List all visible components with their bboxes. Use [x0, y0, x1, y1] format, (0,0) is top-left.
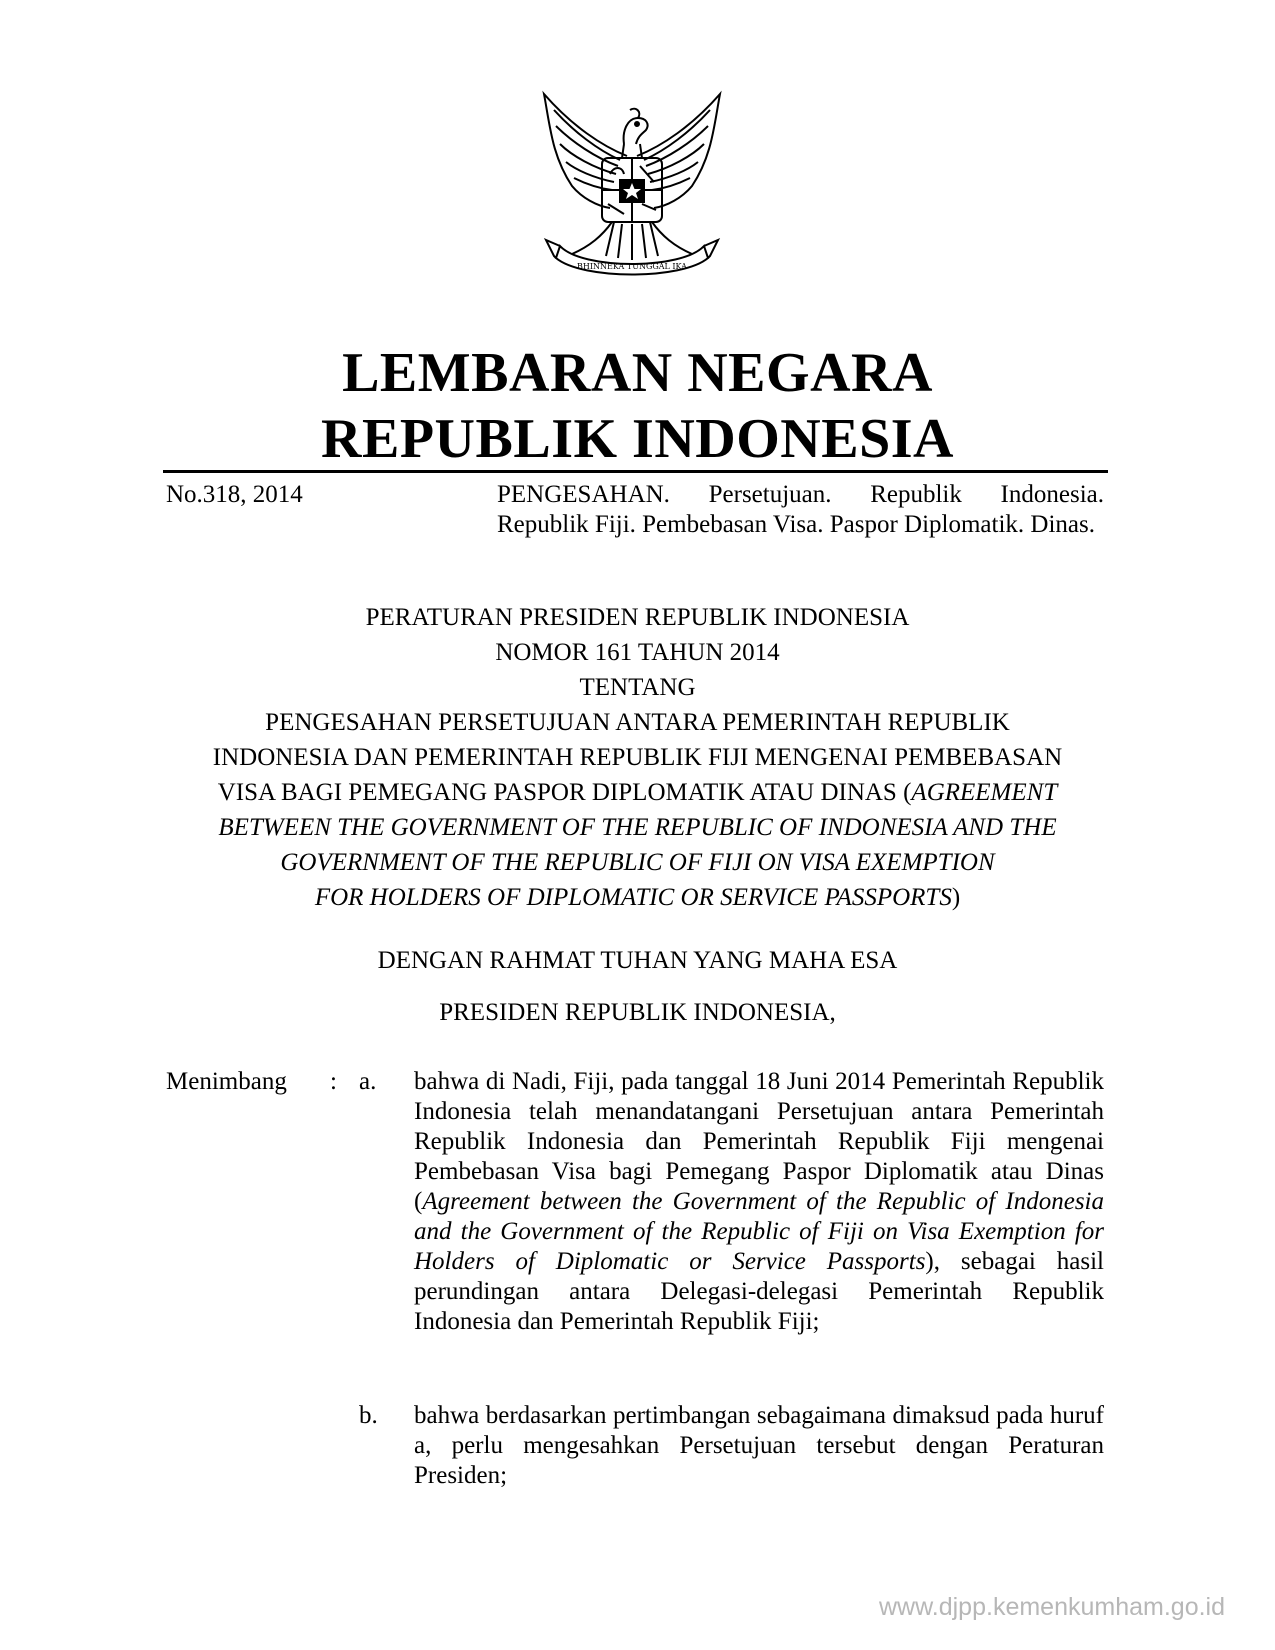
- regulation-number: NOMOR 161 TAHUN 2014: [495, 639, 780, 666]
- title-line-6-italic: FOR HOLDERS OF DIPLOMATIC OR SERVICE PASSPORTS: [314, 884, 952, 911]
- regulation-title-line-6: [150, 880, 1125, 915]
- gazette-subject: PENGESAHAN. Persetujuan. Republik Indonesia. Republik Fiji. Pembebasan Visa. Paspor Diplomatik. Dinas.: [497, 481, 1104, 538]
- opening-block: [150, 935, 1125, 1039]
- masthead-rule: [163, 470, 1108, 473]
- regulation-title-line-1: PENGESAHAN PERSETUJUAN ANTARA PEMERINTAH REPUBLIK: [265, 709, 1010, 736]
- garuda-pancasila-emblem-icon: [532, 86, 732, 286]
- regulation-title-line-3: [150, 775, 1125, 810]
- opening-invocation: DENGAN RAHMAT TUHAN YANG MAHA ESA: [377, 947, 898, 974]
- masthead-subtitle: REPUBLIK INDONESIA: [321, 408, 954, 470]
- consideration-a-text: [414, 1067, 1104, 1337]
- considerations-colon: :: [330, 1068, 337, 1095]
- svg-text:BHINNEKA TUNGGAL IKA: BHINNEKA TUNGGAL IKA: [577, 262, 687, 271]
- considerations-label: Menimbang: [166, 1068, 287, 1095]
- title-line-6-close: ): [951, 884, 961, 911]
- title-line-3-plain: VISA BAGI PEMEGANG PASPOR DIPLOMATIK ATAU DINAS (: [217, 779, 912, 806]
- consideration-a-text-italic: Agreement between the Government of the Republic of Indonesia and the Government of the Republic of Fiji on Visa Exemption for Holders of Diplomatic or Service Passports: [414, 1188, 1104, 1275]
- masthead-title: LEMBARAN NEGARA: [342, 342, 933, 404]
- consideration-a-text-after: ), sebagai hasil perundingan antara Delegasi-delegasi Pemerintah Republik Indonesia dan Pemerintah Republik Fiji;: [414, 1248, 1104, 1335]
- consideration-a-letter: a.: [359, 1068, 377, 1095]
- website-watermark: www.djpp.kemenkumham.go.id: [879, 1593, 1225, 1621]
- consideration-b-text: bahwa berdasarkan pertimbangan sebagaimana dimaksud pada huruf a, perlu mengesahkan Persetujuan tersebut dengan Peraturan Presiden;: [414, 1402, 1104, 1489]
- regulation-title-line-4: [150, 810, 1125, 845]
- title-line-3-italic: AGREEMENT: [911, 779, 1058, 806]
- regulation-title-line-2: INDONESIA DAN PEMERINTAH REPUBLIK FIJI MENGENAI PEMBEBASAN: [212, 744, 1063, 771]
- gazette-number: No.318, 2014: [166, 481, 303, 508]
- opening-president: PRESIDEN REPUBLIK INDONESIA,: [439, 999, 836, 1026]
- regulation-title-line-5: [150, 845, 1125, 880]
- regulation-type: PERATURAN PRESIDEN REPUBLIK INDONESIA: [365, 604, 910, 631]
- title-line-5-italic: GOVERNMENT OF THE REPUBLIC OF FIJI ON VISA EXEMPTION: [280, 849, 995, 876]
- title-line-4-italic: BETWEEN THE GOVERNMENT OF THE REPUBLIC OF INDONESIA AND THE: [218, 814, 1057, 841]
- consideration-a-text-before: bahwa di Nadi, Fiji, pada tanggal 18 Juni 2014 Pemerintah Republik Indonesia telah menandatangani Persetujuan antara Pemerintah Republik Indonesia dan Pemerintah Republik Fiji mengenai Pembebasan Visa bagi Pemegang Paspor Diplomatik atau Dinas (: [414, 1068, 1104, 1215]
- regulation-about: TENTANG: [579, 674, 696, 701]
- regulation-title-block: [150, 600, 1125, 915]
- consideration-b-letter: b.: [359, 1402, 378, 1429]
